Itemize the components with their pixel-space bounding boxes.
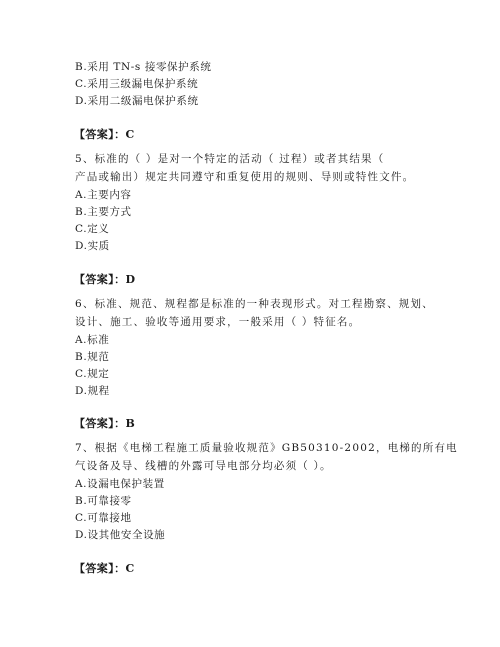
answer: 【答案】：C xyxy=(74,128,135,141)
answer: 【答案】：C xyxy=(74,562,135,575)
question-text: 设计、施工、验收等通用要求，一般采用（ ）特征名。 xyxy=(75,316,361,328)
option-c: C.规定 xyxy=(75,368,110,380)
option-b: B.采用 TN-s 接零保护系统 xyxy=(75,61,212,73)
option-d: D.实质 xyxy=(75,240,110,252)
option-c: C.采用三级漏电保护系统 xyxy=(75,78,199,90)
answer: 【答案】：D xyxy=(74,273,136,286)
option-c: C.定义 xyxy=(75,223,110,235)
answer: 【答案】：B xyxy=(74,417,136,430)
option-a: A.设漏电保护装置 xyxy=(75,478,165,490)
option-b: B.可靠接零 xyxy=(75,495,132,507)
question-text: 6、标准、规范、规程都是标准的一种表现形式。对工程勘察、规划、 xyxy=(75,298,434,310)
question-text: 气设备及导、线槽的外露可导电部分均必须（ ）。 xyxy=(75,460,332,472)
question-text: 产品或输出）规定共同遵守和重复使用的规则、导则或特性文件。 xyxy=(75,171,415,183)
option-c: C.可靠接地 xyxy=(75,512,132,524)
option-b: B.主要方式 xyxy=(75,206,132,218)
option-a: A.主要内容 xyxy=(75,189,132,201)
question-text: 5、标准的（ ）是对一个特定的活动（ 过程）或者其结果（ xyxy=(75,153,385,165)
option-a: A.标准 xyxy=(75,334,110,346)
question-text: 7、根据《电梯工程施工质量验收规范》GB50310-2002，电梯的所有电 xyxy=(75,442,458,454)
option-d: D.设其他安全设施 xyxy=(75,529,166,541)
option-d: D.采用二级漏电保护系统 xyxy=(75,95,199,107)
option-b: B.规范 xyxy=(75,351,110,363)
option-d: D.规程 xyxy=(75,385,110,397)
